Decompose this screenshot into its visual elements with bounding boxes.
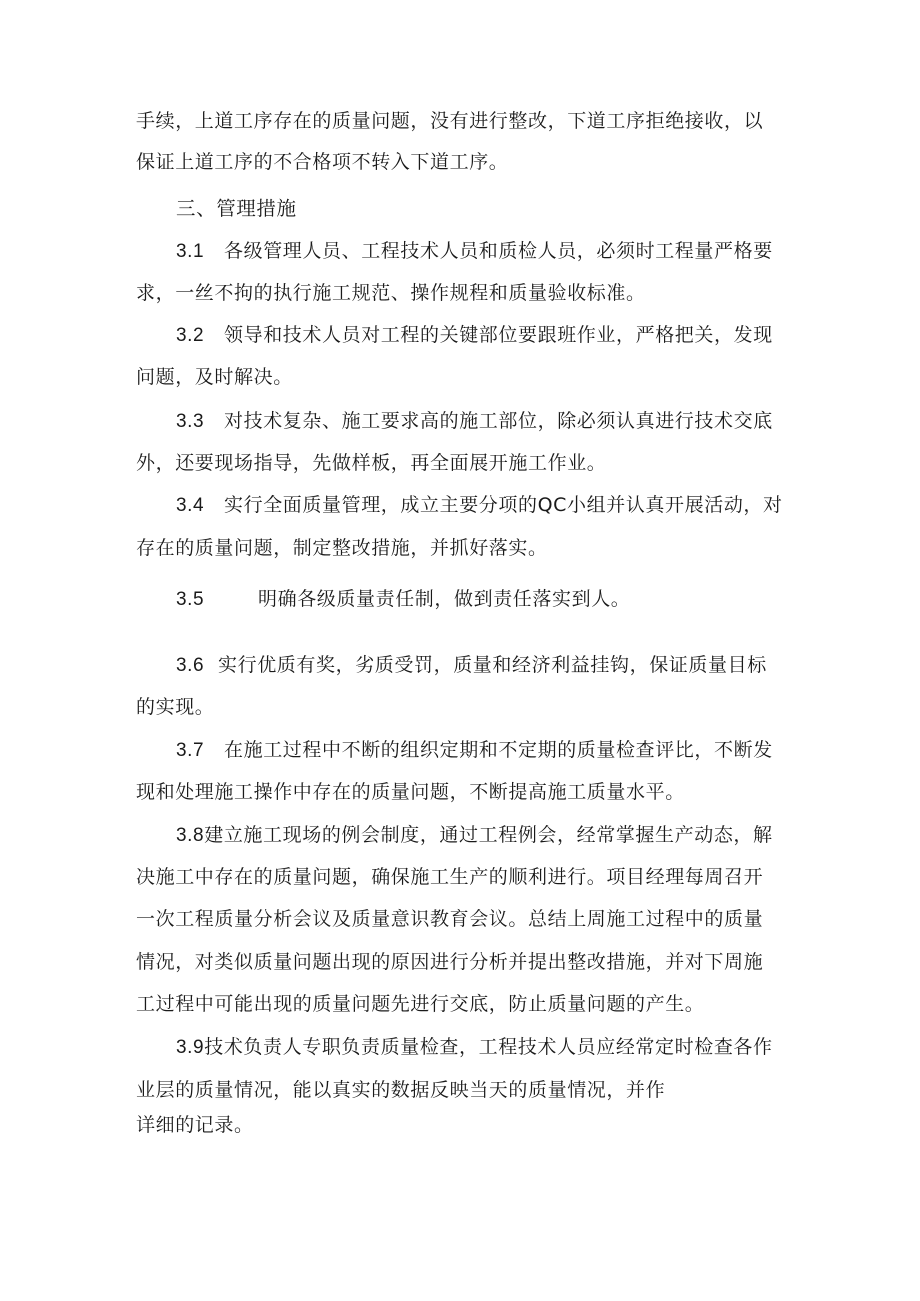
paragraph-3-3-line-2: 外，还要现场指导，先做样板，再全面展开施工作业。: [136, 452, 607, 474]
item-number: 3.3: [176, 411, 205, 432]
paragraph-3-9-line-1: [176, 1034, 773, 1061]
paragraph-3-9-line-2: 业层的质量情况，能以真实的数据反映当天的质量情况，并作: [136, 1079, 666, 1101]
paragraph-3-6-line-2: 的实现。: [136, 696, 215, 718]
item-number: 3.5: [176, 589, 205, 610]
paragraph-text: 明确各级质量责任制，做到责任落实到人。: [258, 588, 631, 610]
item-number: 3.4: [176, 495, 205, 516]
paragraph-3-2-line-2: 问题，及时解决。: [136, 366, 293, 388]
item-number: 3.8: [176, 825, 205, 846]
paragraph-intro-line-2: 保证上道工序的不合格项不转入下道工序。: [136, 151, 509, 173]
paragraph-3-4-line-1: [176, 492, 783, 519]
paragraph-3-9-line-3: 详细的记录。: [136, 1114, 254, 1136]
section-heading: 三、管理措施: [176, 197, 297, 220]
paragraph-3-4-line-2: 存在的质量问题，制定整改措施，并抓好落实。: [136, 537, 548, 559]
paragraph-3-2-line-1: [176, 322, 773, 349]
item-number: 3.1: [176, 241, 205, 262]
paragraph-3-7-line-2: 现和处理施工操作中存在的质量问题，不断提高施工质量水平。: [136, 781, 685, 803]
item-number: 3.2: [176, 325, 205, 346]
item-number: 3.7: [176, 740, 205, 761]
paragraph-text: 在施工过程中不断的组织定期和不定期的质量检查评比，不断发: [224, 739, 773, 761]
paragraph-3-8-line-4: 情况，对类似质量问题出现的原因进行分析并提出整改措施，并对下周施: [136, 951, 764, 973]
paragraph-text: 技术负责人专职负责质量检查，工程技术人员应经常定时检查各作: [204, 1036, 773, 1058]
paragraph-text: 对技术复杂、施工要求高的施工部位，除必须认真进行技术交底: [224, 410, 773, 432]
paragraph-3-6-line-1: [176, 652, 767, 679]
item-number: 3.9: [176, 1037, 205, 1058]
paragraph-text: 实行全面质量管理，成立主要分项的QC小组并认真开展活动，对: [224, 494, 783, 516]
paragraph-3-3-line-1: [176, 408, 773, 435]
paragraph-3-8-line-5: 工过程中可能出现的质量问题先进行交底，防止质量问题的产生。: [136, 993, 705, 1015]
item-number: 3.6: [176, 655, 205, 676]
paragraph-text: 实行优质有奖，劣质受罚，质量和经济利益挂钩，保证质量目标: [218, 654, 767, 676]
paragraph-3-7-line-1: [176, 737, 773, 764]
paragraph-3-1-line-2: 求，一丝不拘的执行施工规范、操作规程和质量验收标准。: [136, 282, 646, 304]
paragraph-3-8-line-3: 一次工程质量分析会议及质量意识教育会议。总结上周施工过程中的质量: [136, 908, 764, 930]
paragraph-3-1-line-1: [176, 238, 773, 265]
paragraph-3-5-line-1: [176, 586, 630, 613]
paragraph-intro-line-1: 手续，上道工序存在的质量问题，没有进行整改，下道工序拒绝接收，以: [136, 110, 764, 132]
paragraph-3-8-line-1: [176, 822, 773, 849]
paragraph-text: 各级管理人员、工程技术人员和质检人员，必须时工程量严格要: [224, 240, 773, 262]
paragraph-3-8-line-2: 决施工中存在的质量问题，确保施工生产的顺利进行。项目经理每周召开: [136, 866, 764, 888]
paragraph-text: 建立施工现场的例会制度，通过工程例会，经常掌握生产动态，解: [204, 824, 773, 846]
paragraph-text: 领导和技术人员对工程的关键部位要跟班作业，严格把关，发现: [224, 324, 773, 346]
